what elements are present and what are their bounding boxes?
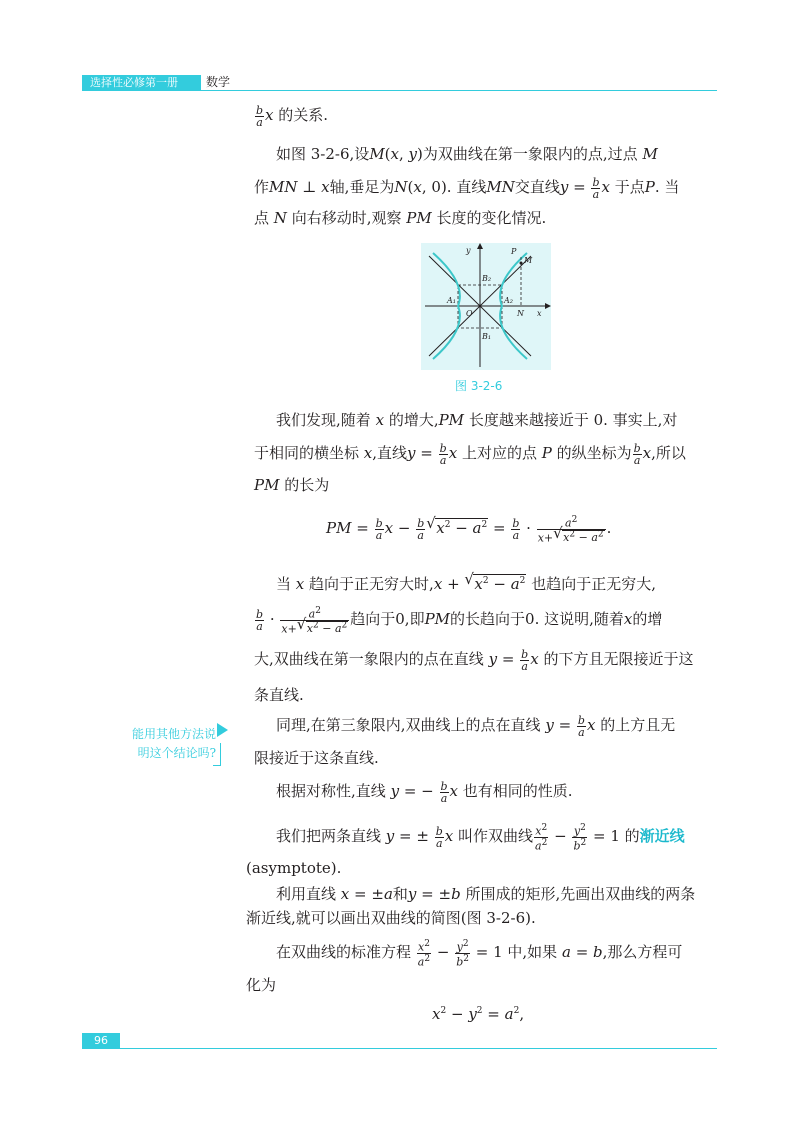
fraction: $\frac{b}{a}$ — [592, 175, 600, 201]
fraction: $\frac{x^2}{a^2}$ — [417, 939, 431, 969]
fraction: $\frac{b}{a}$ — [375, 516, 383, 542]
text-line: 我们把两条直线 y = ± $\frac{b}{a}$ x 叫作双曲线 $\frac{x^2}{a^2}$ − $\frac{y^2}{b^2}$ = 1 的渐近线 — [276, 823, 685, 853]
text-line: 我们发现,随着 x 的增大,PM 长度越来越接近于 0. 事实上,对 — [276, 411, 678, 429]
label: P — [511, 247, 517, 256]
text-span: 的增 — [632, 610, 663, 629]
text-span: 的长趋向于0. 这说明,随着 — [450, 610, 624, 629]
text-span: 的纵坐标为 — [556, 444, 632, 462]
text-span: 的上方且无 — [600, 716, 676, 734]
side-note — [86, 725, 216, 763]
header-rule — [82, 90, 717, 91]
text-line: 点 N 向右移动时,观察 PM 长度的变化情况. — [254, 209, 547, 227]
text-line: 大,双曲线在第一象限内的点在直线 y = $\frac{b}{a}$ x 的下方且无限接近于这 — [254, 647, 694, 673]
fraction: $\frac{b}{a}$ — [435, 824, 443, 850]
label: A₂ — [504, 296, 513, 305]
text-span: 轴,垂足为 — [329, 178, 395, 196]
text-line: $\frac{b}{a}$ · $\frac{a^2}{x+√ x^2 - a^2}$ 趋向于0,即PM的长趋向于0. 这说明,随着x的增 — [254, 606, 662, 634]
text-line: 作MN ⊥ x轴,垂足为N(x, 0). 直线MN交直线y = $\frac{b}{a}$ x 于点P. 当 — [254, 175, 680, 201]
fraction: $\frac{b}{a}$ — [633, 441, 641, 467]
text-line: $\frac{b}{a}$ x 的关系. — [256, 103, 329, 129]
label: M — [524, 256, 533, 265]
text-line: 在双曲线的标准方程 $\frac{x^2}{a^2}$ − $\frac{y^2}{b^2}$ = 1 中,如果 a = b,那么方程可 — [276, 939, 683, 969]
text-line: 如图 3-2-6,设M(x, y)为双曲线在第一象限内的点,过点 M — [276, 145, 658, 163]
text-span: 也趋向于正无穷大, — [531, 575, 656, 593]
fraction: $\frac{b}{a}$ — [439, 441, 447, 467]
text-span: ,那么方程可 — [602, 943, 683, 962]
text-span: 化为 — [246, 976, 277, 994]
fraction: $\frac{x^2}{a^2}$ — [535, 823, 548, 853]
side-note-line: 能用其他方法说 — [131, 727, 216, 741]
text-span: 渐近线,就可以画出双曲线的简图(图 3-2-6). — [246, 909, 536, 927]
text-span: 在双曲线的标准方程 — [276, 943, 412, 962]
text-span: 的长为 — [284, 476, 330, 494]
text-line — [254, 684, 304, 706]
text-line — [246, 857, 341, 879]
text-span: 为双曲线在第一象限内的点,过点 — [422, 145, 638, 163]
text-span: 大,双曲线在第一象限内的点在直线 — [254, 650, 484, 668]
equation: $x^2 - y^2 = a^2$, — [432, 1005, 525, 1023]
text-span: 中,如果 — [507, 943, 558, 962]
text-span: 上对应的点 — [461, 444, 537, 462]
text-line — [246, 907, 536, 929]
text-span: 的关系. — [278, 106, 329, 124]
label: N — [517, 309, 524, 318]
text-span: 所围成的矩形,先画出双曲线的两条 — [465, 885, 696, 903]
text-line: 于相同的横坐标 x,直线y = $\frac{b}{a}$ x 上对应的点 P 的纵坐标为 $\frac{b}{a}$ x,所以 — [254, 441, 686, 467]
text-span: 的增大, — [388, 411, 439, 429]
fraction: $\frac{y^2}{b^2}$ — [573, 823, 587, 853]
text-span: (asymptote). — [246, 859, 342, 877]
fraction: $\frac{b}{a}$ — [256, 607, 264, 633]
fraction: $\frac{b}{a}$ — [256, 103, 264, 129]
fraction: $\frac{b}{a}$ — [577, 713, 585, 739]
side-note-arrow-icon — [217, 723, 228, 737]
text-span: 的 — [624, 827, 640, 846]
term-asymptote: 渐近线 — [639, 827, 685, 846]
text-span: 趋向于正无穷大时, — [309, 575, 434, 593]
y-axis-arrow — [477, 243, 483, 249]
text-span: ,直线 — [372, 444, 408, 462]
text-span: 向右移动时,观察 — [291, 209, 402, 227]
text-span: 和 — [392, 885, 408, 903]
text-span: 利用直线 — [276, 885, 337, 903]
text-span: 根据对称性,直线 — [276, 782, 386, 800]
label: y — [466, 246, 471, 255]
text-span: 长度越来越接近于 0. 事实上,对 — [468, 411, 678, 429]
text-span: 长度的变化情况. — [436, 209, 547, 227]
text-span: 于相同的横坐标 — [254, 444, 360, 462]
subject-label: 数学 — [206, 75, 231, 89]
text-span: 作 — [254, 178, 270, 196]
text-line — [246, 974, 276, 996]
text-span: 同理,在第三象限内,双曲线上的点在直线 — [276, 716, 541, 734]
text-span: 当 — [276, 575, 292, 593]
text-line: 利用直线 x = ±a和y = ±b 所围成的矩形,先画出双曲线的两条 — [276, 885, 696, 903]
series-label: 选择性必修第一册 — [90, 76, 178, 89]
text-line: 当 x 趋向于正无穷大时,x + √ $x^2 - a^2$ 也趋向于正无穷大, — [276, 570, 656, 595]
text-span: 点 — [254, 209, 270, 227]
fraction: $\frac{b}{a}$ — [440, 779, 448, 805]
text-span: 我们把两条直线 — [276, 827, 382, 846]
text-span: 我们发现,随着 — [276, 411, 371, 429]
label: x — [537, 309, 542, 318]
text-span: 也有相同的性质. — [462, 782, 573, 800]
point-m — [520, 262, 523, 265]
fraction: $\frac{y^2}{b^2}$ — [456, 939, 469, 969]
page-number: 96 — [94, 1034, 108, 1047]
text-line: 根据对称性,直线 y = − $\frac{b}{a}$ x 也有相同的性质. — [276, 779, 573, 805]
x-axis-arrow — [545, 303, 551, 309]
text-span: 条直线. — [254, 686, 304, 704]
text-line: PM 的长为 — [254, 476, 330, 494]
side-note-bracket — [213, 743, 221, 766]
fraction: $\frac{a^2}{x+√ x^2 - a^2}$ — [280, 606, 349, 634]
fraction: $\frac{b}{a}$ — [512, 516, 520, 542]
figure-caption: 图 3-2-6 — [455, 379, 503, 393]
text-span: 趋向于0,即 — [350, 610, 425, 629]
footer-rule — [120, 1048, 717, 1049]
text-span: . 直线 — [446, 178, 487, 196]
text-span: ,所以 — [651, 444, 686, 462]
label: B₁ — [482, 332, 492, 341]
text-span: 于点 — [614, 178, 645, 196]
text-span: 叫作双曲线 — [458, 827, 534, 846]
text-span: 交直线 — [514, 178, 560, 196]
label: A₁ — [447, 296, 456, 305]
text-line — [254, 747, 379, 769]
fraction: $\frac{a^2}{x+√ x^2 - a^2}$ — [537, 515, 606, 543]
text-span: 限接近于这条直线. — [254, 749, 379, 767]
equation: PM = $\frac{b}{a}$ x − $\frac{b}{a}$ √ $x^2 - a^2$ = $\frac{b}{a}$ · $\frac{a^2}{x+√ x^2 - a^2}$ . — [326, 514, 611, 543]
side-note-line: 明这个结论吗? — [137, 746, 216, 760]
label: B₂ — [482, 274, 492, 283]
fraction: $\frac{b}{a}$ — [521, 647, 529, 673]
text-span: 如图 3-2-6,设 — [276, 145, 370, 163]
text-span: 的下方且无限接近于这 — [543, 650, 694, 668]
hyperbola-figure — [421, 243, 551, 370]
text-line: 同理,在第三象限内,双曲线上的点在直线 y = $\frac{b}{a}$ x 的上方且无 — [276, 713, 676, 739]
hyperbola-diagram — [421, 243, 551, 370]
fraction: $\frac{b}{a}$ — [417, 516, 425, 542]
label: O — [466, 309, 473, 318]
